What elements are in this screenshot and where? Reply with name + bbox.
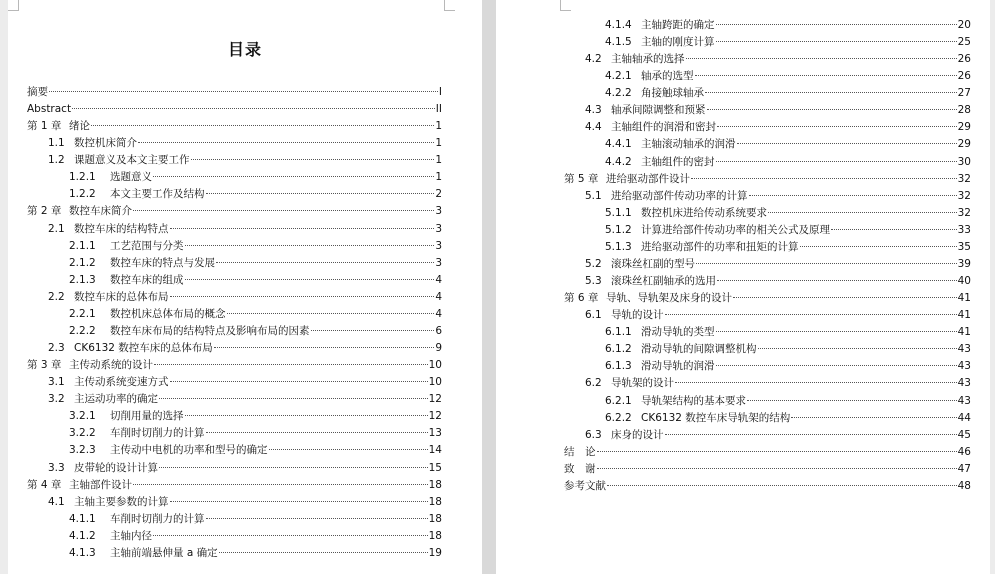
- toc-entry-title: 主轴组件的密封: [641, 155, 715, 168]
- toc-entry-number: 6.2: [585, 377, 602, 390]
- toc-entry-page-number: 27: [957, 87, 971, 100]
- toc-entry[interactable]: [48, 340, 442, 357]
- toc-entry-title: 数控车床的组成: [110, 273, 184, 286]
- toc-entry-page-number: 48: [957, 479, 971, 492]
- dot-leader: [191, 159, 435, 160]
- toc-entry-number: 致 谢: [564, 462, 596, 475]
- margin-corner-mark: [444, 0, 455, 11]
- dot-leader: [206, 518, 428, 519]
- toc-entry-title: 主轴前端悬伸量 a 确定: [110, 546, 218, 559]
- dot-leader: [185, 415, 428, 416]
- toc-entry[interactable]: [69, 255, 442, 272]
- toc-title: 目录: [227, 40, 262, 59]
- dot-leader: [227, 313, 435, 314]
- toc-entry-title: 主轴内径: [110, 529, 152, 542]
- toc-entry[interactable]: [48, 221, 442, 238]
- toc-entry-title: Abstract: [27, 103, 72, 116]
- dot-leader: [716, 24, 957, 25]
- toc-entry[interactable]: [605, 205, 971, 222]
- toc-entry[interactable]: [48, 289, 442, 306]
- dot-leader: [154, 364, 428, 365]
- toc-entry-title: 导轨架结构的基本要求: [641, 394, 746, 407]
- toc-entry-title: 滑动导轨的润滑: [641, 360, 715, 373]
- toc-entry[interactable]: [564, 171, 971, 188]
- toc-entry-number: 第 6 章: [564, 292, 599, 305]
- toc-entry-title: 主轴主要参数的计算: [74, 495, 169, 508]
- toc-entry-title: 主传动系统的设计: [69, 359, 153, 372]
- toc-entry[interactable]: [48, 494, 442, 511]
- toc-entry-title: CK6132 数控车床的总体布局: [74, 342, 213, 355]
- toc-entry-page-number: 18: [428, 529, 442, 542]
- toc-entry-page-number: 32: [957, 172, 971, 185]
- toc-entry-number: 3.2: [48, 393, 65, 406]
- toc-entry-page-number: 32: [957, 206, 971, 219]
- dot-leader: [170, 296, 435, 297]
- toc-entry-title: 床身的设计: [611, 428, 664, 441]
- toc-entry-title: 皮带轮的设计计算: [74, 461, 158, 474]
- toc-entry-title: 本文主要工作及结构: [110, 188, 205, 201]
- toc-entry[interactable]: [605, 358, 971, 375]
- toc-entry-number: 4.1.4: [605, 19, 632, 31]
- toc-entry-page-number: 19: [428, 546, 442, 559]
- dot-leader: [733, 297, 957, 298]
- toc-entry[interactable]: [27, 357, 442, 374]
- toc-entry-page-number: 46: [957, 445, 971, 458]
- toc-entry-page-number: 26: [957, 70, 971, 83]
- dot-leader: [133, 484, 428, 485]
- toc-entry-page-number: 12: [428, 393, 442, 406]
- dot-leader: [665, 434, 957, 435]
- toc-entry[interactable]: [69, 408, 442, 425]
- toc-entry[interactable]: [564, 478, 971, 495]
- dot-leader: [216, 262, 434, 263]
- toc-entry-number: 4.4: [585, 121, 602, 134]
- toc-entry-page-number: 39: [957, 257, 971, 270]
- dot-leader: [768, 212, 957, 213]
- toc-entry-page-number: 44: [957, 411, 971, 424]
- toc-entry[interactable]: [69, 545, 442, 562]
- toc-entry-number: 5.2: [585, 257, 602, 270]
- toc-entry[interactable]: [69, 186, 442, 203]
- toc-entry-number: 6.2.1: [605, 394, 632, 407]
- dot-leader: [219, 552, 428, 553]
- dot-leader: [206, 193, 435, 194]
- toc-entry-number: 6.1.2: [605, 343, 632, 356]
- toc-entry-number: 5.1.1: [605, 206, 632, 219]
- toc-entry-title: 导轨的设计: [611, 309, 664, 322]
- toc-entry-number: 4.3: [585, 104, 602, 117]
- toc-entry-number: 4.1.3: [69, 546, 96, 559]
- dot-leader: [758, 348, 957, 349]
- toc-entry-title: 角接触球轴承: [641, 87, 704, 100]
- toc-entry[interactable]: [605, 136, 971, 153]
- toc-entry-title: 数控机床简介: [74, 137, 137, 150]
- toc-entry-number: 4.2.1: [605, 70, 632, 83]
- toc-entry-title: 计算进给部件传动功率的相关公式及原理: [641, 223, 830, 236]
- toc-entry-number: 4.1.5: [605, 36, 632, 49]
- toc-entry[interactable]: [48, 135, 442, 152]
- toc-entry-number: 6.1.3: [605, 360, 632, 373]
- toc-entry[interactable]: [564, 461, 971, 478]
- toc-entry-number: 3.1: [48, 376, 65, 389]
- toc-entry[interactable]: [585, 307, 971, 324]
- toc-entry[interactable]: [585, 102, 971, 119]
- toc-entry[interactable]: [69, 528, 442, 545]
- dot-leader: [800, 246, 957, 247]
- toc-entry-number: 1.2.1: [69, 171, 96, 184]
- toc-entry[interactable]: [605, 410, 971, 427]
- dot-leader: [269, 449, 428, 450]
- dot-leader: [716, 161, 957, 162]
- dot-leader: [72, 108, 435, 109]
- toc-entry-title: 进给驱动部件传动功率的计算: [611, 189, 748, 202]
- dot-leader: [716, 365, 957, 366]
- toc-entry-number: 5.1.2: [605, 223, 632, 236]
- toc-entry-page-number: 18: [428, 478, 442, 491]
- toc-entry-page-number: 15: [428, 461, 442, 474]
- toc-entry-title: 选题意义: [110, 171, 152, 184]
- toc-entry[interactable]: [69, 425, 442, 442]
- toc-entry[interactable]: [605, 85, 971, 102]
- toc-entry[interactable]: [585, 188, 971, 205]
- toc-entry-title: 数控车床的特点与发展: [110, 256, 215, 269]
- toc-entry-title: 轴承的选型: [641, 70, 694, 83]
- toc-entry-page-number: 10: [428, 359, 442, 372]
- toc-entry-title: 主轴滚动轴承的润滑: [641, 138, 736, 151]
- toc-entry-page-number: 43: [957, 343, 971, 356]
- toc-entry-page-number: 13: [428, 427, 442, 440]
- toc-entry-number: 第 2 章: [27, 205, 62, 218]
- toc-entry[interactable]: [27, 84, 442, 101]
- dot-leader: [49, 91, 438, 92]
- toc-entry-number: 1.1: [48, 137, 65, 150]
- toc-entry-page-number: 14: [428, 444, 442, 457]
- toc-entry-title: 主轴的刚度计算: [641, 36, 715, 49]
- toc-entry[interactable]: [585, 256, 971, 273]
- toc-entry[interactable]: [564, 290, 971, 307]
- toc-entry-title: 进给驱动部件设计: [606, 172, 690, 185]
- toc-entry[interactable]: [69, 272, 442, 289]
- toc-entry[interactable]: [69, 442, 442, 459]
- toc-entry[interactable]: [48, 152, 442, 169]
- toc-entry-number: 第 3 章: [27, 359, 62, 372]
- dot-leader: [695, 75, 957, 76]
- toc-entry[interactable]: [585, 427, 971, 444]
- toc-entry-title: 主轴组件的润滑和密封: [611, 121, 716, 134]
- toc-entry-page-number: 18: [428, 495, 442, 508]
- dot-leader: [170, 228, 435, 229]
- toc-entry-number: 6.2.2: [605, 411, 632, 424]
- dot-leader: [737, 143, 957, 144]
- toc-entry[interactable]: [27, 477, 442, 494]
- toc-entry-page-number: 3: [435, 239, 442, 252]
- toc-entry-title: 滚珠丝杠副轴承的选用: [611, 275, 716, 288]
- toc-entry-title: CK6132 数控车床导轨架的结构: [641, 411, 791, 424]
- toc-entry-page-number: 1: [435, 171, 442, 184]
- toc-entry-title: 数控机床进给传动系统要求: [641, 206, 767, 219]
- toc-entry[interactable]: [585, 51, 971, 68]
- toc-entry-title: 数控车床布局的结构特点及影响布局的因素: [110, 324, 310, 337]
- toc-entry-number: 1.2.2: [69, 188, 96, 201]
- toc-entry-number: 2.2.2: [69, 324, 96, 337]
- toc-entry-page-number: 28: [957, 104, 971, 117]
- toc-entry-page-number: I: [438, 86, 442, 98]
- dot-leader: [597, 468, 957, 469]
- toc-entry-number: 4.1.1: [69, 512, 96, 525]
- toc-entry[interactable]: [69, 238, 442, 255]
- toc-entry-number: 5.1: [585, 189, 602, 202]
- toc-entry[interactable]: [605, 341, 971, 358]
- toc-entry-page-number: 40: [957, 275, 971, 288]
- toc-entry-number: 2.1.2: [69, 256, 96, 269]
- toc-entry-number: 5.1.3: [605, 240, 632, 253]
- toc-entry[interactable]: [585, 273, 971, 290]
- toc-entry-number: 2.2: [48, 290, 65, 303]
- toc-entry-title: 主轴轴承的选择: [611, 53, 685, 66]
- dot-leader: [665, 314, 957, 315]
- dot-leader: [153, 176, 434, 177]
- toc-entry-title: 主轴部件设计: [69, 478, 132, 491]
- toc-entry-page-number: 43: [957, 394, 971, 407]
- toc-entry-page-number: 3: [435, 222, 442, 235]
- toc-entry-page-number: 20: [957, 19, 971, 31]
- toc-entry-page-number: 1: [435, 154, 442, 167]
- toc-entry-page-number: II: [435, 103, 442, 116]
- dot-leader: [716, 41, 957, 42]
- toc-entry[interactable]: [69, 323, 442, 340]
- toc-entry[interactable]: [69, 511, 442, 528]
- toc-entry-title: 导轨架的设计: [611, 377, 674, 390]
- dot-leader: [707, 109, 957, 110]
- toc-entry[interactable]: [585, 375, 971, 392]
- toc-entry-title: 滑动导轨的类型: [641, 326, 715, 339]
- toc-entry-page-number: 2: [435, 188, 442, 201]
- toc-entry-number: 4.1: [48, 495, 65, 508]
- dot-leader: [675, 382, 957, 383]
- toc-entry-number: 结 论: [564, 445, 596, 458]
- toc-entry-page-number: 30: [957, 155, 971, 168]
- toc-entry[interactable]: [585, 119, 971, 136]
- dot-leader: [91, 125, 434, 126]
- dot-leader: [153, 535, 428, 536]
- toc-entry-title: 导轨、导轨架及床身的设计: [606, 292, 732, 305]
- toc-entry-page-number: 3: [435, 256, 442, 269]
- toc-entry-title: 主传动系统变速方式: [74, 376, 169, 389]
- toc-entry-number: 第 4 章: [27, 478, 62, 491]
- toc-entry-page-number: 4: [435, 290, 442, 303]
- toc-entry-page-number: 29: [957, 121, 971, 134]
- toc-entry-page-number: 6: [435, 324, 442, 337]
- dot-leader: [206, 432, 428, 433]
- toc-entry[interactable]: [605, 393, 971, 410]
- toc-entry-page-number: 9: [435, 342, 442, 355]
- toc-entry-title: 数控车床的总体布局: [74, 290, 169, 303]
- toc-entry[interactable]: [605, 154, 971, 171]
- toc-entry-title: 课题意义及本文主要工作: [74, 154, 190, 167]
- toc-entry-number: 参考文献: [564, 479, 606, 492]
- toc-entry-number: 6.1: [585, 309, 602, 322]
- toc-entry-number: 4.2.2: [605, 87, 632, 100]
- dot-leader: [185, 279, 435, 280]
- toc-entry[interactable]: [605, 34, 971, 51]
- dot-leader: [311, 330, 435, 331]
- toc-entry-page-number: 26: [957, 53, 971, 66]
- toc-entry-page-number: 33: [957, 223, 971, 236]
- dot-leader: [691, 178, 957, 179]
- toc-entry-number: 2.2.1: [69, 307, 96, 320]
- toc-entry-title: 主轴跨距的确定: [641, 19, 715, 31]
- dot-leader: [159, 467, 428, 468]
- toc-entry-number: 4.4.2: [605, 155, 632, 168]
- dot-leader: [133, 210, 434, 211]
- dot-leader: [747, 400, 957, 401]
- toc-entry-title: 滑动导轨的间隙调整机构: [641, 343, 757, 356]
- toc-entry-page-number: 12: [428, 410, 442, 423]
- dot-leader: [696, 263, 957, 264]
- toc-entry-page-number: 3: [435, 205, 442, 218]
- toc-entry-title: 切削用量的选择: [110, 410, 184, 423]
- toc-entry-number: 第 5 章: [564, 172, 599, 185]
- toc-entry-page-number: 47: [957, 462, 971, 475]
- dot-leader: [185, 245, 435, 246]
- toc-entry-page-number: 29: [957, 138, 971, 151]
- toc-entry-page-number: 32: [957, 189, 971, 202]
- toc-entry-page-number: 4: [435, 307, 442, 320]
- toc-entry-number: 6.1.1: [605, 326, 632, 339]
- toc-entry-title: 工艺范围与分类: [110, 239, 184, 252]
- toc-entry-number: 3.2.2: [69, 427, 96, 440]
- toc-entry-page-number: 25: [957, 36, 971, 49]
- toc-entry-page-number: 45: [957, 428, 971, 441]
- toc-entry-number: 4.2: [585, 53, 602, 66]
- page-gap: [482, 0, 496, 574]
- toc-entry-number: 3.2.3: [69, 444, 96, 457]
- toc-entry[interactable]: [48, 460, 442, 477]
- toc-entry-title: 进给驱动部件的功率和扭矩的计算: [641, 240, 799, 253]
- toc-entry-title: 数控机床总体布局的概念: [110, 307, 226, 320]
- toc-entry[interactable]: [69, 169, 442, 186]
- toc-entry-page-number: 41: [957, 292, 971, 305]
- dot-leader: [717, 126, 957, 127]
- dot-leader: [705, 92, 957, 93]
- toc-entry-title: 主传动中电机的功率和型号的确定: [110, 444, 268, 457]
- toc-entry-page-number: 35: [957, 240, 971, 253]
- toc-entry[interactable]: [605, 17, 971, 34]
- toc-entry-number: 2.1.3: [69, 273, 96, 286]
- toc-entry-number: 2.3: [48, 342, 65, 355]
- dot-leader: [791, 417, 956, 418]
- dot-leader: [716, 331, 957, 332]
- toc-entry-number: 4.1.2: [69, 529, 96, 542]
- toc-entry-title: 主运动功率的确定: [74, 393, 158, 406]
- toc-entry-number: 6.3: [585, 428, 602, 441]
- document-page-left: [8, 0, 482, 574]
- dot-leader: [831, 229, 957, 230]
- toc-entry-title: 车削时切削力的计算: [110, 512, 205, 525]
- toc-entry-page-number: 41: [957, 309, 971, 322]
- dot-leader: [170, 381, 428, 382]
- toc-entry[interactable]: [564, 444, 971, 461]
- dot-leader: [597, 451, 957, 452]
- toc-entry[interactable]: [605, 222, 971, 239]
- toc-entry[interactable]: [48, 391, 442, 408]
- toc-entry-title: 数控车床简介: [69, 205, 132, 218]
- toc-entry-number: 3.3: [48, 461, 65, 474]
- toc-entry-page-number: 41: [957, 326, 971, 339]
- toc-entry-title: 轴承间隙调整和预紧: [611, 104, 706, 117]
- toc-entry[interactable]: [69, 306, 442, 323]
- dot-leader: [138, 142, 434, 143]
- toc-entry[interactable]: [27, 118, 442, 135]
- dot-leader: [607, 485, 957, 486]
- toc-entry-page-number: 4: [435, 273, 442, 286]
- toc-entry-page-number: 43: [957, 360, 971, 373]
- dot-leader: [170, 501, 428, 502]
- toc-entry-number: 4.4.1: [605, 138, 632, 151]
- dot-leader: [749, 195, 957, 196]
- dot-leader: [214, 347, 435, 348]
- margin-corner-mark: [8, 0, 19, 11]
- toc-entry[interactable]: [27, 101, 442, 118]
- toc-entry-number: 5.3: [585, 275, 602, 288]
- toc-entry-number: 第 1 章: [27, 120, 62, 133]
- toc-entry[interactable]: [48, 374, 442, 391]
- dot-leader: [159, 398, 428, 399]
- document-page-right: [496, 0, 990, 574]
- toc-entry-number: 2.1.1: [69, 239, 96, 252]
- toc-entry[interactable]: [605, 68, 971, 85]
- toc-entry-page-number: 10: [428, 376, 442, 389]
- toc-entry-title: 数控车床的结构特点: [74, 222, 169, 235]
- toc-entry[interactable]: [605, 324, 971, 341]
- toc-entry[interactable]: [605, 239, 971, 256]
- dot-leader: [717, 280, 957, 281]
- toc-entry-page-number: 43: [957, 377, 971, 390]
- toc-entry-title: 车削时切削力的计算: [110, 427, 205, 440]
- toc-entry-page-number: 1: [435, 120, 442, 133]
- toc-entry[interactable]: [27, 203, 442, 220]
- toc-entry-title: 摘要: [27, 86, 48, 98]
- margin-corner-mark: [560, 0, 571, 11]
- toc-entry-number: 1.2: [48, 154, 65, 167]
- toc-entry-number: 2.1: [48, 222, 65, 235]
- toc-entry-title: 滚珠丝杠副的型号: [611, 257, 695, 270]
- toc-entry-number: 3.2.1: [69, 410, 96, 423]
- toc-entry-page-number: 18: [428, 512, 442, 525]
- dot-leader: [686, 58, 957, 59]
- toc-entry-page-number: 1: [435, 137, 442, 150]
- toc-entry-title: 绪论: [69, 120, 90, 133]
